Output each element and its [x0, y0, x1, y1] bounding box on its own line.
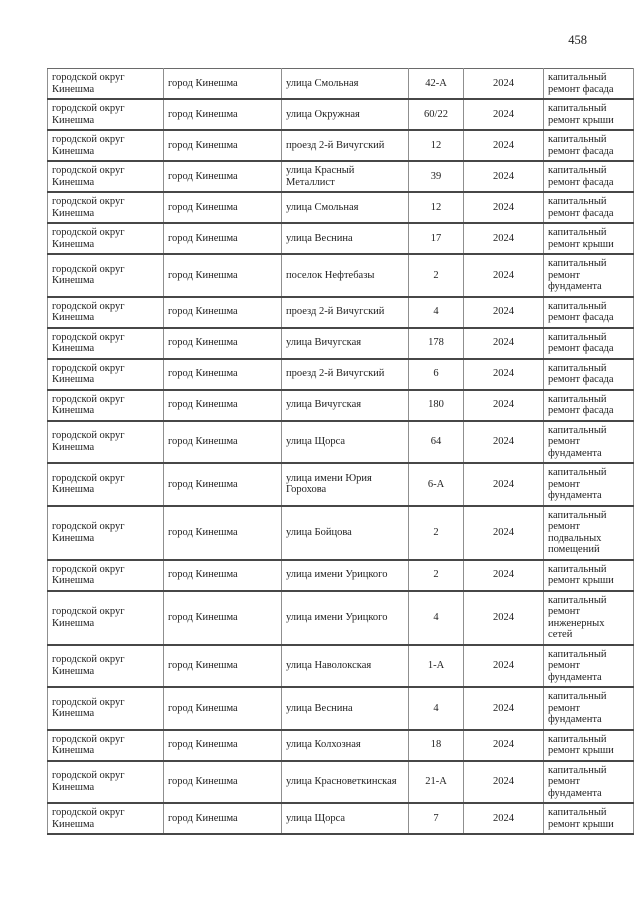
cell-street: улица Смольная: [282, 192, 409, 223]
cell-street: проезд 2-й Вичугский: [282, 359, 409, 390]
table-row: [48, 223, 634, 254]
cell-district: городской округ Кинешма: [48, 130, 164, 161]
cell-work: капитальный ремонт фасада: [544, 297, 634, 328]
cell-work: капитальный ремонт фундамента: [544, 761, 634, 804]
cell-district: городской округ Кинешма: [48, 359, 164, 390]
table-row: [48, 99, 634, 130]
cell-street: проезд 2-й Вичугский: [282, 130, 409, 161]
cell-district: городской округ Кинешма: [48, 69, 164, 100]
cell-district: городской округ Кинешма: [48, 223, 164, 254]
cell-work: капитальный ремонт фундамента: [544, 645, 634, 688]
cell-year: 2024: [464, 69, 544, 100]
cell-street: улица Наволокская: [282, 645, 409, 688]
cell-year: 2024: [464, 463, 544, 506]
cell-year: 2024: [464, 506, 544, 560]
cell-district: городской округ Кинешма: [48, 297, 164, 328]
cell-year: 2024: [464, 761, 544, 804]
cell-work: капитальный ремонт фасада: [544, 130, 634, 161]
table-row: [48, 730, 634, 761]
cell-street: улица Веснина: [282, 223, 409, 254]
cell-district: городской округ Кинешма: [48, 687, 164, 730]
cell-city: город Кинешма: [164, 803, 282, 834]
cell-work: капитальный ремонт фасада: [544, 69, 634, 100]
table-body: [48, 69, 634, 835]
cell-work: капитальный ремонт фасада: [544, 161, 634, 192]
cell-year: 2024: [464, 130, 544, 161]
cell-street: улица Щорса: [282, 803, 409, 834]
table-row: [48, 591, 634, 645]
cell-year: 2024: [464, 223, 544, 254]
cell-year: 2024: [464, 161, 544, 192]
cell-street: улица Колхозная: [282, 730, 409, 761]
cell-year: 2024: [464, 645, 544, 688]
cell-house: 12: [409, 130, 464, 161]
cell-work: капитальный ремонт фасада: [544, 390, 634, 421]
cell-city: город Кинешма: [164, 463, 282, 506]
cell-street: улица Щорса: [282, 421, 409, 464]
cell-district: городской округ Кинешма: [48, 328, 164, 359]
cell-city: город Кинешма: [164, 328, 282, 359]
cell-work: капитальный ремонт крыши: [544, 99, 634, 130]
cell-district: городской округ Кинешма: [48, 390, 164, 421]
cell-work: капитальный ремонт крыши: [544, 560, 634, 591]
cell-city: город Кинешма: [164, 761, 282, 804]
cell-district: городской округ Кинешма: [48, 560, 164, 591]
cell-city: город Кинешма: [164, 99, 282, 130]
cell-street: поселок Нефтебазы: [282, 254, 409, 297]
table-row: [48, 560, 634, 591]
cell-city: город Кинешма: [164, 591, 282, 645]
cell-house: 60/22: [409, 99, 464, 130]
cell-house: 64: [409, 421, 464, 464]
cell-city: город Кинешма: [164, 506, 282, 560]
cell-year: 2024: [464, 591, 544, 645]
cell-work: капитальный ремонт крыши: [544, 223, 634, 254]
table-row: [48, 506, 634, 560]
cell-house: 4: [409, 687, 464, 730]
cell-street: улица Красноветкинская: [282, 761, 409, 804]
table-row: [48, 463, 634, 506]
cell-work: капитальный ремонт инженерных сетей: [544, 591, 634, 645]
cell-house: 2: [409, 560, 464, 591]
cell-work: капитальный ремонт фундамента: [544, 687, 634, 730]
table-row: [48, 297, 634, 328]
cell-city: город Кинешма: [164, 421, 282, 464]
cell-year: 2024: [464, 390, 544, 421]
cell-house: 42-А: [409, 69, 464, 100]
table-row: [48, 359, 634, 390]
cell-year: 2024: [464, 297, 544, 328]
cell-house: 2: [409, 506, 464, 560]
cell-house: 7: [409, 803, 464, 834]
cell-district: городской округ Кинешма: [48, 761, 164, 804]
cell-street: улица Бойцова: [282, 506, 409, 560]
cell-house: 4: [409, 297, 464, 328]
cell-district: городской округ Кинешма: [48, 645, 164, 688]
table-row: [48, 161, 634, 192]
cell-house: 1-А: [409, 645, 464, 688]
cell-street: улица Окружная: [282, 99, 409, 130]
cell-district: городской округ Кинешма: [48, 591, 164, 645]
table-row: [48, 192, 634, 223]
cell-street: улица Веснина: [282, 687, 409, 730]
cell-house: 21-А: [409, 761, 464, 804]
cell-city: город Кинешма: [164, 254, 282, 297]
table-row: [48, 328, 634, 359]
page-number: 458: [568, 33, 587, 47]
table-row: [48, 69, 634, 100]
cell-work: капитальный ремонт фундамента: [544, 463, 634, 506]
cell-district: городской округ Кинешма: [48, 421, 164, 464]
cell-year: 2024: [464, 359, 544, 390]
cell-street: улица Вичугская: [282, 390, 409, 421]
cell-city: город Кинешма: [164, 161, 282, 192]
table-row: [48, 390, 634, 421]
cell-house: 6-А: [409, 463, 464, 506]
table-row: [48, 645, 634, 688]
cell-house: 6: [409, 359, 464, 390]
cell-city: город Кинешма: [164, 390, 282, 421]
cell-work: капитальный ремонт крыши: [544, 730, 634, 761]
cell-city: город Кинешма: [164, 192, 282, 223]
cell-year: 2024: [464, 192, 544, 223]
table-row: [48, 254, 634, 297]
cell-work: капитальный ремонт фасада: [544, 359, 634, 390]
cell-house: 2: [409, 254, 464, 297]
cell-district: городской округ Кинешма: [48, 99, 164, 130]
cell-year: 2024: [464, 99, 544, 130]
cell-work: капитальный ремонт подвальных помещений: [544, 506, 634, 560]
cell-city: город Кинешма: [164, 69, 282, 100]
cell-district: городской округ Кинешма: [48, 161, 164, 192]
cell-work: капитальный ремонт крыши: [544, 803, 634, 834]
cell-street: улица Красный Металлист: [282, 161, 409, 192]
cell-year: 2024: [464, 254, 544, 297]
cell-city: город Кинешма: [164, 645, 282, 688]
cell-city: город Кинешма: [164, 560, 282, 591]
cell-district: городской округ Кинешма: [48, 192, 164, 223]
cell-district: городской округ Кинешма: [48, 730, 164, 761]
cell-year: 2024: [464, 730, 544, 761]
cell-district: городской округ Кинешма: [48, 506, 164, 560]
cell-house: 4: [409, 591, 464, 645]
cell-district: городской округ Кинешма: [48, 463, 164, 506]
repair-schedule-table: [47, 68, 634, 835]
cell-city: город Кинешма: [164, 730, 282, 761]
table-row: [48, 130, 634, 161]
cell-year: 2024: [464, 560, 544, 591]
cell-house: 180: [409, 390, 464, 421]
table-row: [48, 761, 634, 804]
cell-district: городской округ Кинешма: [48, 803, 164, 834]
cell-work: капитальный ремонт фасада: [544, 192, 634, 223]
table-row: [48, 803, 634, 834]
cell-city: город Кинешма: [164, 223, 282, 254]
cell-street: улица имени Урицкого: [282, 591, 409, 645]
cell-city: город Кинешма: [164, 130, 282, 161]
cell-city: город Кинешма: [164, 297, 282, 328]
cell-street: улица имени Юрия Горохова: [282, 463, 409, 506]
table-row: [48, 687, 634, 730]
cell-street: улица Вичугская: [282, 328, 409, 359]
cell-city: город Кинешма: [164, 687, 282, 730]
cell-house: 12: [409, 192, 464, 223]
cell-city: город Кинешма: [164, 359, 282, 390]
cell-street: проезд 2-й Вичугский: [282, 297, 409, 328]
cell-year: 2024: [464, 803, 544, 834]
cell-house: 17: [409, 223, 464, 254]
cell-street: улица Смольная: [282, 69, 409, 100]
cell-year: 2024: [464, 687, 544, 730]
cell-house: 18: [409, 730, 464, 761]
cell-work: капитальный ремонт фундамента: [544, 421, 634, 464]
cell-house: 39: [409, 161, 464, 192]
table-row: [48, 421, 634, 464]
cell-district: городской округ Кинешма: [48, 254, 164, 297]
cell-work: капитальный ремонт фундамента: [544, 254, 634, 297]
cell-house: 178: [409, 328, 464, 359]
cell-work: капитальный ремонт фасада: [544, 328, 634, 359]
cell-year: 2024: [464, 328, 544, 359]
cell-year: 2024: [464, 421, 544, 464]
cell-street: улица имени Урицкого: [282, 560, 409, 591]
